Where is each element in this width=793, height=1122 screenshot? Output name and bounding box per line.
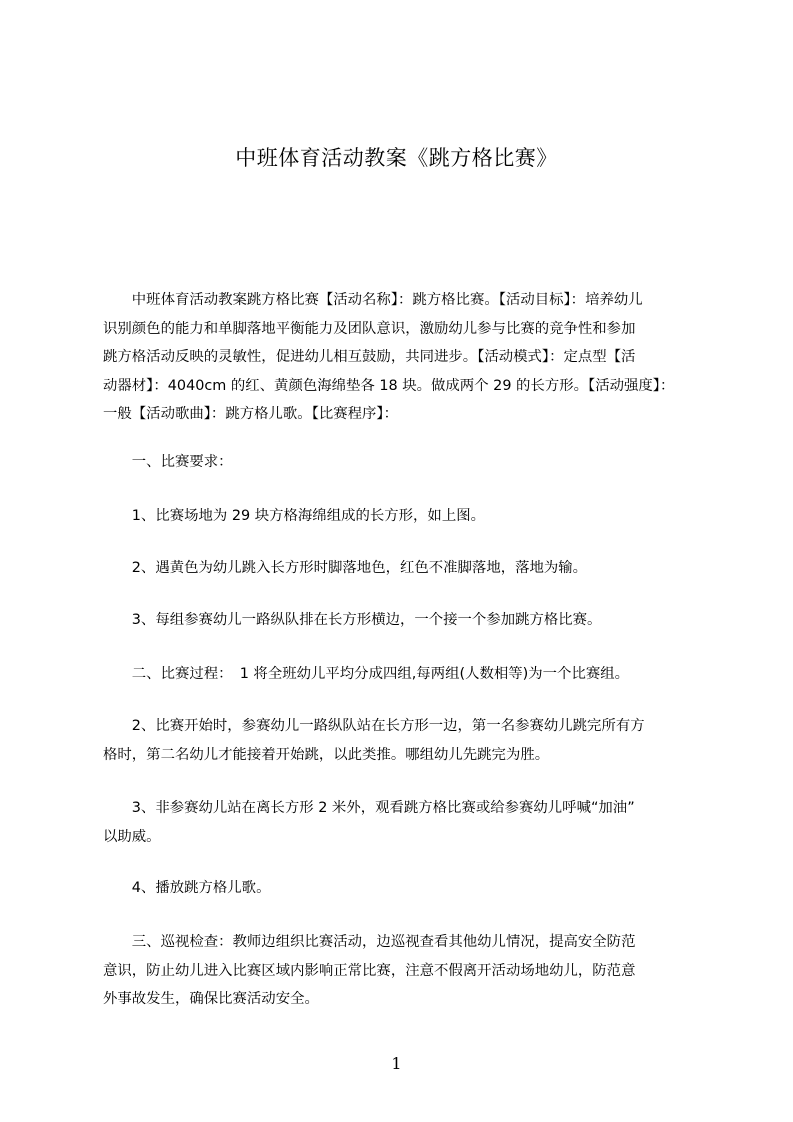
requirement-1: 1、比赛场地为 29 块方格海绵组成的长方形，如上图。 (103, 508, 485, 524)
intro-line: 一般【活动歌曲】：跳方格儿歌。【比赛程序】： (103, 406, 398, 422)
intro-line: 跳方格活动反映的灵敏性，促进幼儿相互鼓励，共同进步。【活动模式】：定点型【活 (103, 349, 636, 365)
process-2-line: 格时，第二名幼儿才能接着开始跳，以此类推。哪组幼儿先跳完为胜。 (103, 746, 550, 763)
intro-line: 动器材】：4040cm 的红、黄颜色海绵垫各 18 块。做成两个 29 的长方形。【活动强度】： (103, 377, 675, 394)
intro-line: 中班体育活动教案跳方格比赛【活动名称】：跳方格比赛。【活动目标】：培养幼儿 (103, 292, 643, 308)
process-2 (103, 712, 693, 769)
section3-line: 三、巡视检查：教师边组织比赛活动，边巡视查看其他幼儿情况，提高安全防范 (103, 934, 636, 950)
page-number: 1 (391, 1054, 402, 1073)
process-2-line: 2、比赛开始时，参赛幼儿一路纵队站在长方形一边，第一名参赛幼儿跳完所有方 (103, 718, 645, 734)
process-3 (103, 794, 693, 851)
document-title: 中班体育活动教案《跳方格比赛》 (235, 146, 558, 170)
requirement-3: 3、每组参赛幼儿一路纵队排在长方形横边，一个接一个参加跳方格比赛。 (103, 612, 602, 628)
section3-line: 意识，防止幼儿进入比赛区域内影响正常比赛，注意不假离开活动场地幼儿，防范意 (103, 962, 636, 979)
requirement-2: 2、遇黄色为幼儿跳入长方形时脚落地色，红色不准脚落地，落地为输。 (103, 560, 588, 576)
section1-heading: 一、比赛要求： (103, 454, 233, 470)
process-3-line: 3、非参赛幼儿站在离长方形 2 米外，观看跳方格比赛或给参赛幼儿呼喊“加油” (103, 800, 635, 816)
section3 (103, 928, 693, 1014)
process-3-line: 以助威。 (103, 828, 161, 845)
intro-line: 识别颜色的能力和单脚落地平衡能力及团队意识，激励幼儿参与比赛的竞争性和参加 (103, 320, 636, 337)
process-4: 4、播放跳方格儿歌。 (103, 880, 271, 896)
section3-line: 外事故发生，确保比赛活动安全。 (103, 991, 319, 1007)
intro-paragraph (103, 286, 693, 429)
section2-heading: 二、比赛过程： 1 将全班幼儿平均分成四组,每两组(人数相等)为一个比赛组。 (103, 666, 630, 682)
